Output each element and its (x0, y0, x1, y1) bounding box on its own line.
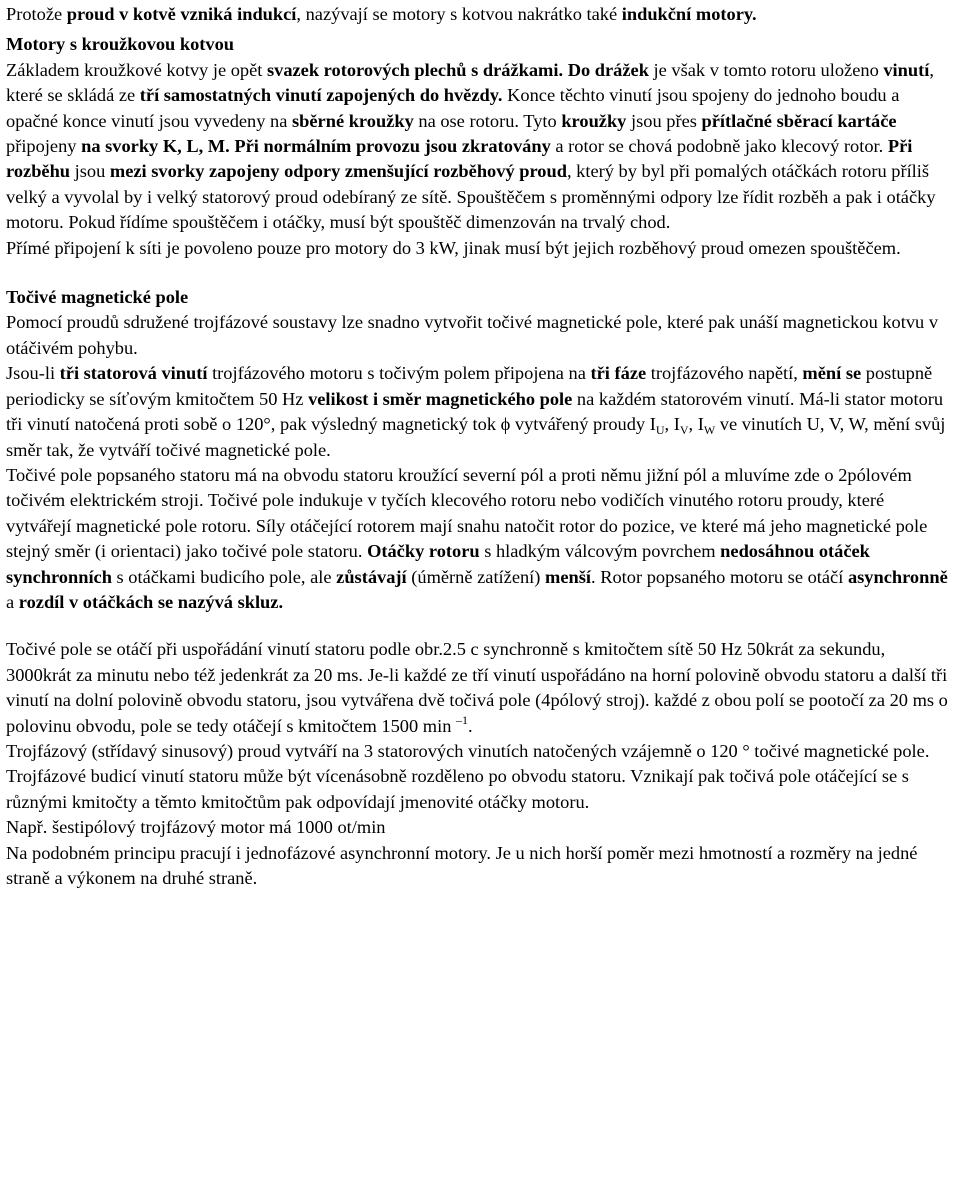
text-run: trojfázového motoru s točivým polem připojena na (207, 363, 591, 384)
text-run: Přímé připojení k síti je povoleno pouze pro motory do 3 kW, jinak musí být jejich rozběhový proud omezen spouštěčem. (6, 237, 901, 258)
text-run: Trojfázové budicí vinutí statoru může být vícenásobně rozděleno po obvodu statoru. Vznikají pak točivá pole otáčející se s různými kmitočty a těmto kmitočtům pak odpovídají jmenovité otáčky motoru. (6, 766, 909, 812)
bold-text-run: Motory s kroužkovou kotvou (6, 34, 235, 55)
text-run: ve vinutích U, V, W, mění svůj směr tak, že vytváří točivé magnetické pole. (6, 414, 946, 460)
bold-text-run: přítlačné sběrací kartáče (701, 110, 897, 131)
paragraph-jednofazove (6, 841, 952, 892)
text-run: . Rotor popsaného motoru se otáčí (591, 566, 848, 587)
text-run: a (6, 591, 19, 612)
text-run: Základem kroužkové kotvy je opět (6, 59, 267, 80)
text-run: Točivé pole popsaného statoru má na obvodu statoru kroužící severní pól a proti němu jižní pól a mluvíme zde o 2pólovém točivém elektrickém stroji. Točivé pole indukuje v tyčích klecového rotoru nebo vodičích vinutého rotoru proudy, které vytvářejí magnetické pole rotoru. Síly otáčející rotorem mají snahu natočit rotor do pozice, ve které má jeho magnetické pole stejný směr (i orientaci) jako točivé pole statoru. (6, 464, 928, 562)
bold-text-run: tři fáze (590, 363, 647, 384)
heading-krouzkova-kotva (6, 32, 952, 57)
text-run: Konce těchto vinutí jsou spojeny do jednoho boudu a opačné konce vinutí jsou vyvedeny na (6, 85, 900, 131)
text-run: Např. šestipólový trojfázový motor má 1000 ot/min (6, 817, 386, 838)
text-run: s hladkým válcovým povrchem (479, 541, 721, 562)
text-run: Trojfázový (střídavý sinusový) proud vytváří na 3 statorových vinutích natočených vzájemně o 120 ° točivé magnetické pole. (6, 740, 930, 761)
paragraph-krouzkova-kotva (6, 58, 952, 236)
text-run: , I (688, 414, 704, 435)
paragraph-dvoupolovy (6, 463, 952, 615)
text-run: a rotor se chová podobně jako klecový rotor. (550, 136, 888, 157)
bold-text-run: velikost i směr magnetického pole (308, 388, 573, 409)
text-run: na ose rotoru. Tyto (413, 110, 562, 131)
bold-text-run: mění se (802, 363, 862, 384)
text-run: Jsou-li (6, 363, 60, 384)
bold-text-run: Točivé magnetické pole (6, 287, 189, 308)
bold-text-run: sběrné kroužky (292, 110, 414, 131)
text-run: jsou přes (626, 110, 702, 131)
text-run: s otáčkami budicího pole, ale (111, 566, 337, 587)
bold-text-run: Otáčky rotoru (367, 541, 480, 562)
bold-text-run: asynchronně (847, 566, 948, 587)
subscript-run: V (679, 423, 689, 438)
paragraph-spacer (6, 615, 952, 637)
text-run: , nazývají se motory s kotvou nakrátko také (296, 4, 622, 24)
bold-text-run: proud v kotvě vzniká indukcí (66, 4, 297, 24)
text-run: Točivé pole se otáčí při uspořádání vinutí statoru podle obr.2.5 c synchronně s kmitočtem sítě 50 Hz 50krát za sekundu, 3000krát za minutu nebo též jedenkrát za 20 ms. Je-li každé ze tří vinutí uspořádáno na horní polovině obvodu statoru a další tři vinutí na dolní polovině obvodu statoru, jsou vytvářena dvě točivá pole (4pólový stroj). každé z obou polí se pootočí za 20 ms o polovinu obvodu, pole se tedy otáčejí s kmitočtem 1500 min (6, 639, 948, 736)
text-run: , I (664, 414, 680, 435)
bold-text-run: indukční motory. (621, 4, 757, 24)
text-run: postupně periodicky se síťovým kmitočtem 50 Hz (6, 363, 933, 409)
text-run: trojfázového napětí, (646, 363, 803, 384)
bold-text-run: rozdíl v otáčkách se nazývá skluz. (18, 591, 284, 612)
heading-tocive-pole (6, 285, 952, 310)
bold-text-run: menší (545, 566, 592, 587)
bold-text-run: Při rozběhu (6, 136, 913, 182)
bold-text-run: nedosáhnou otáček synchronních (6, 541, 870, 587)
paragraph-obr-2-5 (6, 637, 952, 739)
paragraph-sestipolovy (6, 815, 952, 840)
bold-text-run: na svorky K, L, M. (81, 136, 230, 157)
bold-text-run: zůstávají (336, 566, 407, 587)
paragraph-tocive-pole-intro (6, 310, 952, 361)
text-run: Protože (6, 4, 67, 24)
paragraph-tri-vinuti (6, 361, 952, 463)
subscript-run: W (703, 423, 716, 438)
bold-text-run: mezi svorky zapojeny odpory zmenšující rozběhový proud (109, 161, 567, 182)
text-run: (úměrně zatížení) (406, 566, 546, 587)
text-run: , který by byl při pomalých otáčkách rotoru příliš velký a vyvolal by i velký statorový proud odebíraný ze sítě. Spouštěčem s proměnnými odpory lze řídit rozběh a pak i otáčky motoru. Pokud řídíme spouštěčem i otáčky, musí být spouštěč dimenzován na trvalý chod. (6, 161, 936, 233)
paragraph-prime-pripojeni (6, 236, 952, 261)
paragraph-vicenasobne (6, 764, 952, 815)
bold-text-run: svazek rotorových plechů s drážkami. (266, 59, 564, 80)
text-run: jsou (70, 161, 110, 182)
bold-text-run: Při normálním provozu jsou zkratovány (234, 136, 551, 157)
text-run: Na podobném principu pracují i jednofázové asynchronní motory. Je u nich horší poměr mezi hmotností a rozměry na jedné straně a výkonem na druhé straně. (6, 842, 918, 888)
bold-text-run: kroužky (561, 110, 627, 131)
text-run: . (468, 715, 473, 736)
bold-text-run: vinutí (883, 59, 930, 80)
text-run: připojeny (6, 136, 82, 157)
text-run: Pomocí proudů sdružené trojfázové soustavy lze snadno vytvořit točivé magnetické pole, které pak unáší magnetickou kotvu v otáčivém pohybu. (6, 312, 939, 358)
text-run: je však v tomto rotoru uloženo (648, 59, 884, 80)
bold-text-run: tři statorová vinutí (59, 363, 208, 384)
paragraph-trojfazovy-proud (6, 739, 952, 764)
supscript-run: –1 (456, 712, 468, 727)
bold-text-run: tří samostatných vinutí zapojených do hvězdy. (139, 85, 503, 106)
subscript-run: U (655, 423, 665, 438)
text-run: na každém statorovém vinutí. Má-li stator motoru tři vinutí natočená proti sobě o 120°, pak výsledný magnetický tok ϕ vytvářený proudy I (6, 388, 944, 435)
paragraph-spacer (6, 261, 952, 285)
bold-text-run: Do drážek (567, 59, 649, 80)
text-run: , které se skládá ze (6, 59, 934, 106)
intro-paragraph (6, 2, 952, 27)
